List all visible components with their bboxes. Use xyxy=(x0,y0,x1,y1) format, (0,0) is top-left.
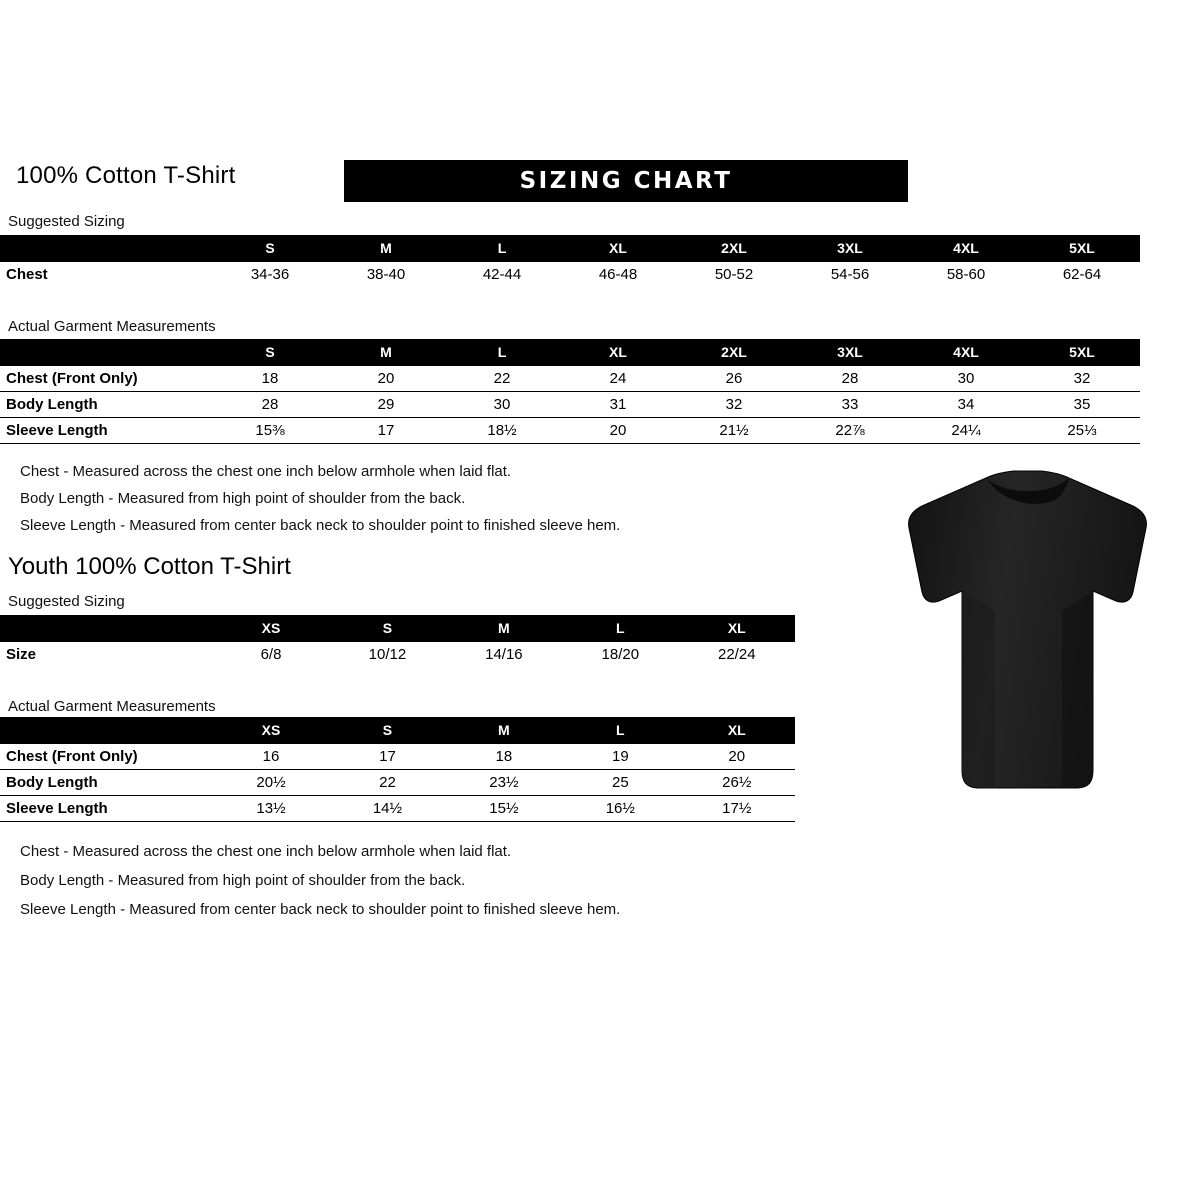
youth-suggested-sizing-label: Suggested Sizing xyxy=(8,593,125,610)
cell-chest-4xl: 58-60 xyxy=(946,266,986,283)
cell-chestfront-xl: 20 xyxy=(728,748,746,765)
col-header-5xl: 5XL xyxy=(1024,339,1140,366)
adult-note-chest: Chest - Measured across the chest one inch below armhole when laid flat. xyxy=(20,463,512,480)
cell-sleevelength-3xl: 22⅞ xyxy=(835,422,865,439)
col-header-s: S xyxy=(212,235,328,262)
cell-chestfront-s: 18 xyxy=(261,370,279,387)
cell-sleevelength-s: 14½ xyxy=(372,800,403,817)
cell-sleevelength-xl: 17½ xyxy=(722,800,752,817)
cell-chestfront-s: 17 xyxy=(379,748,396,765)
cell-chest-5xl: 62-64 xyxy=(1062,266,1102,283)
cell-size-s: 10/12 xyxy=(368,646,407,663)
table-row xyxy=(0,262,1140,287)
youth-note-body-length: Body Length - Measured from high point of shoulder from the back. xyxy=(20,872,466,889)
cell-chestfront-3xl: 28 xyxy=(841,370,859,387)
cell-chest-l: 42-44 xyxy=(482,266,522,283)
cell-chestfront-xl: 24 xyxy=(609,370,627,387)
col-header-blank xyxy=(0,235,212,262)
table-row xyxy=(0,642,795,667)
cell-chest-3xl: 54-56 xyxy=(830,266,870,283)
col-header-4xl: 4XL xyxy=(908,235,1024,262)
cell-chestfront-m: 20 xyxy=(377,370,395,387)
row-label-body-length: Body Length xyxy=(6,396,98,413)
table-row xyxy=(0,392,1140,418)
table-row xyxy=(0,796,795,822)
col-header-s: S xyxy=(329,717,445,744)
row-label-size: Size xyxy=(6,646,37,663)
cell-bodylength-m: 23½ xyxy=(489,774,519,791)
col-header-l: L xyxy=(444,235,560,262)
cell-bodylength-m: 29 xyxy=(377,396,395,413)
cell-bodylength-5xl: 35 xyxy=(1073,396,1091,413)
adult-note-body-length: Body Length - Measured from high point of shoulder from the back. xyxy=(20,490,466,507)
sizing-chart-banner xyxy=(344,160,908,202)
cell-sleevelength-xl: 20 xyxy=(609,422,627,439)
page-title: 100% Cotton T-Shirt xyxy=(16,162,236,189)
cell-chest-2xl: 50-52 xyxy=(714,266,754,283)
cell-size-m: 14/16 xyxy=(485,646,523,663)
col-header-l: L xyxy=(444,339,560,366)
col-header-blank xyxy=(0,615,213,642)
col-header-l: L xyxy=(562,717,678,744)
table-row xyxy=(0,744,795,770)
youth-note-chest: Chest - Measured across the chest one inch below armhole when laid flat. xyxy=(20,843,512,860)
col-header-xs: XS xyxy=(213,717,329,744)
col-header-3xl: 3XL xyxy=(792,235,908,262)
col-header-s: S xyxy=(329,615,445,642)
table-header-row xyxy=(0,615,795,642)
adult-actual-measurements-label: Actual Garment Measurements xyxy=(8,318,216,335)
table-row xyxy=(0,418,1140,444)
cell-sleevelength-2xl: 21½ xyxy=(719,422,749,439)
adult-actual-measurements-table xyxy=(0,339,1140,444)
adult-header-row xyxy=(8,160,1192,202)
row-label-body-length: Body Length xyxy=(6,774,98,791)
cell-sleevelength-4xl: 24¼ xyxy=(951,422,981,439)
adult-suggested-sizing-table xyxy=(0,235,1140,287)
col-header-2xl: 2XL xyxy=(676,235,792,262)
cell-bodylength-4xl: 34 xyxy=(957,396,975,413)
cell-chestfront-2xl: 26 xyxy=(725,370,743,387)
table-header-row xyxy=(0,717,795,744)
table-header-row xyxy=(0,235,1140,262)
col-header-5xl: 5XL xyxy=(1024,235,1140,262)
cell-size-xs: 6/8 xyxy=(260,646,282,663)
cell-bodylength-s: 28 xyxy=(261,396,279,413)
cell-chest-m: 38-40 xyxy=(366,266,406,283)
cell-bodylength-s: 22 xyxy=(379,774,396,791)
cell-chest-s: 34-36 xyxy=(250,266,290,283)
cell-size-xl: 22/24 xyxy=(718,646,756,663)
cell-bodylength-3xl: 33 xyxy=(841,396,859,413)
cell-sleevelength-m: 15½ xyxy=(489,800,519,817)
adult-note-sleeve-length: Sleeve Length - Measured from center back neck to shoulder point to finished sleeve hem. xyxy=(20,517,621,534)
col-header-xl: XL xyxy=(560,235,676,262)
cell-sleevelength-l: 16½ xyxy=(605,800,635,817)
youth-actual-measurements-table xyxy=(0,717,795,822)
col-header-xl: XL xyxy=(679,615,795,642)
cell-sleevelength-m: 17 xyxy=(377,422,395,439)
cell-sleevelength-5xl: 25⅓ xyxy=(1067,422,1097,439)
table-row xyxy=(0,366,1140,392)
col-header-xs: XS xyxy=(213,615,329,642)
youth-section-title: Youth 100% Cotton T-Shirt xyxy=(8,553,291,580)
col-header-3xl: 3XL xyxy=(792,339,908,366)
col-header-m: M xyxy=(328,339,444,366)
row-label-sleeve-length: Sleeve Length xyxy=(6,800,108,817)
col-header-blank xyxy=(0,339,212,366)
col-header-m: M xyxy=(328,235,444,262)
cell-chestfront-m: 18 xyxy=(495,748,513,765)
cell-sleevelength-xs: 13½ xyxy=(256,800,286,817)
cell-chest-xl: 46-48 xyxy=(598,266,638,283)
col-header-2xl: 2XL xyxy=(676,339,792,366)
cell-bodylength-l: 30 xyxy=(493,396,511,413)
cell-bodylength-xl: 26½ xyxy=(722,774,752,791)
cell-bodylength-xl: 31 xyxy=(609,396,627,413)
cell-bodylength-2xl: 32 xyxy=(725,396,743,413)
youth-suggested-sizing-table xyxy=(0,615,795,667)
sizing-chart-banner-label: SIZING CHART xyxy=(519,168,733,194)
table-header-row xyxy=(0,339,1140,366)
table-row xyxy=(0,770,795,796)
col-header-xl: XL xyxy=(679,717,795,744)
youth-note-sleeve-length: Sleeve Length - Measured from center back neck to shoulder point to finished sleeve hem. xyxy=(20,901,621,918)
cell-bodylength-xs: 20½ xyxy=(256,774,286,791)
cell-size-l: 18/20 xyxy=(601,646,640,663)
col-header-xl: XL xyxy=(560,339,676,366)
cell-chestfront-l: 19 xyxy=(611,748,629,765)
cell-chestfront-xs: 16 xyxy=(262,748,280,765)
cell-chestfront-4xl: 30 xyxy=(957,370,975,387)
cell-bodylength-l: 25 xyxy=(611,774,629,791)
cell-chestfront-5xl: 32 xyxy=(1073,370,1091,387)
col-header-m: M xyxy=(446,717,562,744)
youth-actual-measurements-label: Actual Garment Measurements xyxy=(8,698,216,715)
col-header-m: M xyxy=(446,615,562,642)
product-image xyxy=(890,470,1165,805)
col-header-s: S xyxy=(212,339,328,366)
black-t-shirt-icon xyxy=(890,470,1165,805)
cell-sleevelength-s: 15⅜ xyxy=(255,422,285,439)
cell-chestfront-l: 22 xyxy=(493,370,511,387)
cell-sleevelength-l: 18½ xyxy=(487,422,517,439)
row-label-chest: Chest xyxy=(6,266,48,283)
row-label-sleeve-length: Sleeve Length xyxy=(6,422,108,439)
col-header-4xl: 4XL xyxy=(908,339,1024,366)
row-label-chest-front-only: Chest (Front Only) xyxy=(6,748,138,765)
row-label-chest-front-only: Chest (Front Only) xyxy=(6,370,138,387)
col-header-l: L xyxy=(562,615,678,642)
col-header-blank xyxy=(0,717,213,744)
adult-suggested-sizing-label: Suggested Sizing xyxy=(8,213,125,230)
